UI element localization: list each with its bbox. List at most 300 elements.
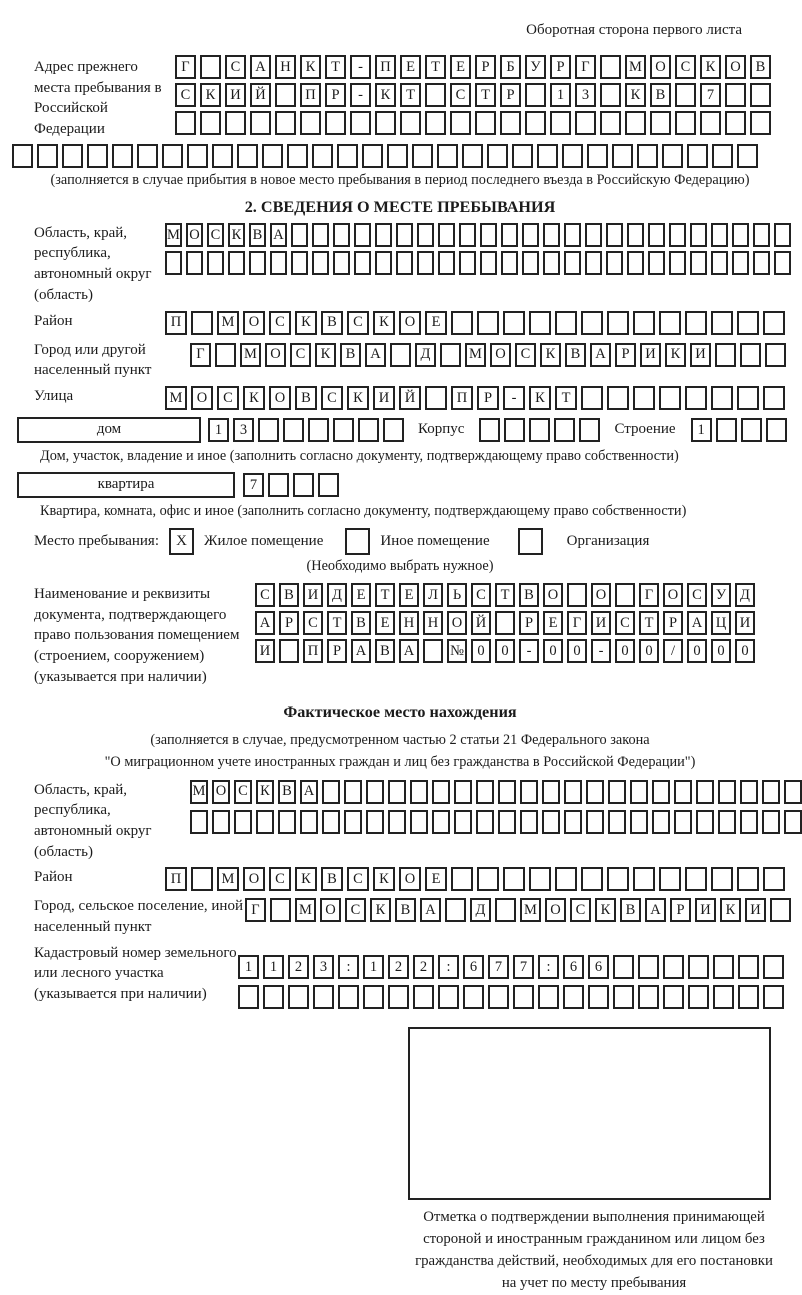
char-cell[interactable] [333, 418, 354, 442]
char-cell[interactable] [388, 985, 409, 1009]
char-cell[interactable]: Р [475, 55, 496, 79]
char-cell[interactable] [417, 251, 434, 275]
char-cell[interactable] [215, 343, 236, 367]
char-cell[interactable] [762, 780, 780, 804]
char-cell[interactable] [375, 111, 396, 135]
char-cell[interactable] [200, 111, 221, 135]
char-cell[interactable]: М [240, 343, 261, 367]
char-cell[interactable] [529, 418, 550, 442]
char-cell[interactable] [774, 223, 791, 247]
char-cell[interactable] [550, 111, 571, 135]
char-cell[interactable]: А [365, 343, 386, 367]
char-cell[interactable] [354, 223, 371, 247]
char-cell[interactable] [633, 867, 655, 891]
char-cell[interactable]: В [321, 311, 343, 335]
char-cell[interactable] [287, 144, 308, 168]
char-cell[interactable]: Н [423, 611, 443, 635]
char-cell[interactable] [498, 780, 516, 804]
char-cell[interactable] [750, 83, 771, 107]
char-cell[interactable]: В [278, 780, 296, 804]
char-cell[interactable]: А [399, 639, 419, 663]
char-cell[interactable] [627, 223, 644, 247]
char-cell[interactable] [732, 251, 749, 275]
char-cell[interactable] [555, 867, 577, 891]
char-cell[interactable] [586, 810, 604, 834]
char-cell[interactable] [279, 639, 299, 663]
char-cell[interactable] [607, 311, 629, 335]
char-cell[interactable]: В [279, 583, 299, 607]
char-cell[interactable]: О [269, 386, 291, 410]
char-cell[interactable]: Т [375, 583, 395, 607]
char-cell[interactable]: О [399, 867, 421, 891]
char-cell[interactable]: С [347, 867, 369, 891]
char-cell[interactable]: Е [450, 55, 471, 79]
char-cell[interactable]: / [663, 639, 683, 663]
char-cell[interactable] [175, 111, 196, 135]
char-cell[interactable] [630, 780, 648, 804]
char-cell[interactable] [740, 780, 758, 804]
char-cell[interactable]: 0 [687, 639, 707, 663]
char-cell[interactable]: К [295, 311, 317, 335]
char-cell[interactable]: Т [325, 55, 346, 79]
char-cell[interactable]: К [540, 343, 561, 367]
char-cell[interactable] [763, 867, 785, 891]
char-cell[interactable] [732, 223, 749, 247]
char-cell[interactable]: Г [245, 898, 266, 922]
char-cell[interactable] [318, 473, 339, 497]
char-cell[interactable]: С [269, 867, 291, 891]
char-cell[interactable] [262, 144, 283, 168]
char-cell[interactable] [249, 251, 266, 275]
char-cell[interactable]: 2 [413, 955, 434, 979]
char-cell[interactable] [62, 144, 83, 168]
char-cell[interactable] [186, 251, 203, 275]
char-cell[interactable]: С [345, 898, 366, 922]
char-cell[interactable]: 1 [208, 418, 229, 442]
char-cell[interactable] [207, 251, 224, 275]
char-cell[interactable] [608, 810, 626, 834]
char-cell[interactable] [498, 810, 516, 834]
char-cell[interactable]: 0 [615, 639, 635, 663]
char-cell[interactable] [388, 780, 406, 804]
char-cell[interactable] [659, 311, 681, 335]
char-cell[interactable]: Т [555, 386, 577, 410]
char-cell[interactable] [725, 83, 746, 107]
char-cell[interactable] [564, 251, 581, 275]
char-cell[interactable] [477, 867, 499, 891]
char-cell[interactable] [270, 251, 287, 275]
char-cell[interactable] [716, 418, 737, 442]
char-cell[interactable] [696, 780, 714, 804]
char-cell[interactable]: Р [325, 83, 346, 107]
char-cell[interactable]: А [255, 611, 275, 635]
char-cell[interactable] [270, 898, 291, 922]
char-cell[interactable]: В [321, 867, 343, 891]
char-cell[interactable] [238, 985, 259, 1009]
char-cell[interactable] [564, 780, 582, 804]
char-cell[interactable] [543, 223, 560, 247]
char-cell[interactable] [685, 386, 707, 410]
char-cell[interactable] [581, 867, 603, 891]
char-cell[interactable]: О [265, 343, 286, 367]
char-cell[interactable]: Е [400, 55, 421, 79]
char-cell[interactable] [432, 810, 450, 834]
char-cell[interactable]: О [186, 223, 203, 247]
char-cell[interactable] [480, 251, 497, 275]
char-cell[interactable] [438, 985, 459, 1009]
char-cell[interactable] [600, 83, 621, 107]
char-cell[interactable] [228, 251, 245, 275]
char-cell[interactable]: С [450, 83, 471, 107]
char-cell[interactable]: И [303, 583, 323, 607]
char-cell[interactable] [633, 311, 655, 335]
char-cell[interactable] [669, 223, 686, 247]
char-cell[interactable]: С [207, 223, 224, 247]
char-cell[interactable]: 7 [243, 473, 264, 497]
char-cell[interactable] [564, 810, 582, 834]
char-cell[interactable] [625, 111, 646, 135]
char-cell[interactable] [454, 780, 472, 804]
char-cell[interactable] [383, 418, 404, 442]
char-cell[interactable] [350, 111, 371, 135]
char-cell[interactable] [585, 223, 602, 247]
char-cell[interactable]: Д [415, 343, 436, 367]
char-cell[interactable] [615, 583, 635, 607]
char-cell[interactable] [322, 810, 340, 834]
char-cell[interactable] [753, 223, 770, 247]
char-cell[interactable] [555, 311, 577, 335]
char-cell[interactable]: М [165, 223, 182, 247]
char-cell[interactable] [87, 144, 108, 168]
char-cell[interactable] [562, 144, 583, 168]
char-cell[interactable] [763, 386, 785, 410]
char-cell[interactable]: С [225, 55, 246, 79]
char-cell[interactable] [451, 311, 473, 335]
char-cell[interactable]: Е [399, 583, 419, 607]
char-cell[interactable] [543, 251, 560, 275]
char-cell[interactable]: А [590, 343, 611, 367]
char-cell[interactable] [600, 111, 621, 135]
char-cell[interactable]: В [249, 223, 266, 247]
char-cell[interactable]: 0 [711, 639, 731, 663]
char-cell[interactable] [600, 55, 621, 79]
char-cell[interactable]: 0 [543, 639, 563, 663]
char-cell[interactable]: О [591, 583, 611, 607]
char-cell[interactable]: Р [663, 611, 683, 635]
char-cell[interactable]: Р [500, 83, 521, 107]
char-cell[interactable]: К [595, 898, 616, 922]
char-cell[interactable]: У [525, 55, 546, 79]
char-cell[interactable]: К [347, 386, 369, 410]
char-cell[interactable] [425, 111, 446, 135]
char-cell[interactable] [400, 111, 421, 135]
char-cell[interactable]: М [217, 311, 239, 335]
char-cell[interactable] [258, 418, 279, 442]
char-cell[interactable] [291, 251, 308, 275]
char-cell[interactable] [725, 111, 746, 135]
checkbox-inoe[interactable] [345, 528, 370, 555]
char-cell[interactable]: 7 [700, 83, 721, 107]
char-cell[interactable]: Й [399, 386, 421, 410]
char-cell[interactable]: С [290, 343, 311, 367]
char-cell[interactable]: С [675, 55, 696, 79]
char-cell[interactable] [581, 311, 603, 335]
char-cell[interactable] [712, 144, 733, 168]
char-cell[interactable] [741, 418, 762, 442]
char-cell[interactable]: П [375, 55, 396, 79]
char-cell[interactable] [500, 111, 521, 135]
char-cell[interactable] [212, 810, 230, 834]
char-cell[interactable] [737, 386, 759, 410]
char-cell[interactable]: К [295, 867, 317, 891]
char-cell[interactable] [607, 386, 629, 410]
char-cell[interactable] [337, 144, 358, 168]
char-cell[interactable] [713, 985, 734, 1009]
char-cell[interactable]: В [340, 343, 361, 367]
char-cell[interactable]: С [471, 583, 491, 607]
char-cell[interactable]: А [300, 780, 318, 804]
char-cell[interactable] [750, 111, 771, 135]
char-cell[interactable] [268, 473, 289, 497]
char-cell[interactable] [765, 343, 786, 367]
char-cell[interactable] [463, 985, 484, 1009]
char-cell[interactable]: Р [670, 898, 691, 922]
char-cell[interactable]: О [447, 611, 467, 635]
char-cell[interactable] [459, 223, 476, 247]
char-cell[interactable] [575, 111, 596, 135]
char-cell[interactable]: Е [543, 611, 563, 635]
char-cell[interactable] [663, 985, 684, 1009]
char-cell[interactable]: : [338, 955, 359, 979]
char-cell[interactable] [275, 83, 296, 107]
char-cell[interactable]: 6 [588, 955, 609, 979]
char-cell[interactable]: О [725, 55, 746, 79]
char-cell[interactable]: Т [425, 55, 446, 79]
char-cell[interactable] [538, 985, 559, 1009]
char-cell[interactable] [137, 144, 158, 168]
char-cell[interactable] [633, 386, 655, 410]
char-cell[interactable]: Р [279, 611, 299, 635]
char-cell[interactable]: Р [615, 343, 636, 367]
char-cell[interactable]: И [225, 83, 246, 107]
char-cell[interactable] [542, 810, 560, 834]
char-cell[interactable]: О [543, 583, 563, 607]
char-cell[interactable] [413, 985, 434, 1009]
char-cell[interactable] [459, 251, 476, 275]
char-cell[interactable]: 0 [639, 639, 659, 663]
char-cell[interactable]: Н [399, 611, 419, 635]
char-cell[interactable] [375, 223, 392, 247]
char-cell[interactable]: И [690, 343, 711, 367]
char-cell[interactable] [738, 955, 759, 979]
char-cell[interactable] [669, 251, 686, 275]
char-cell[interactable] [396, 223, 413, 247]
char-cell[interactable] [313, 985, 334, 1009]
char-cell[interactable]: О [545, 898, 566, 922]
char-cell[interactable]: Н [275, 55, 296, 79]
char-cell[interactable] [375, 251, 392, 275]
char-cell[interactable]: 7 [513, 955, 534, 979]
char-cell[interactable] [250, 111, 271, 135]
char-cell[interactable] [608, 780, 626, 804]
char-cell[interactable]: Т [639, 611, 659, 635]
char-cell[interactable]: С [269, 311, 291, 335]
char-cell[interactable]: 0 [735, 639, 755, 663]
char-cell[interactable] [663, 955, 684, 979]
char-cell[interactable] [659, 386, 681, 410]
char-cell[interactable]: О [243, 867, 265, 891]
char-cell[interactable] [586, 780, 604, 804]
char-cell[interactable] [190, 810, 208, 834]
char-cell[interactable]: Й [471, 611, 491, 635]
char-cell[interactable] [770, 898, 791, 922]
char-cell[interactable] [567, 583, 587, 607]
char-cell[interactable]: О [212, 780, 230, 804]
char-cell[interactable] [291, 223, 308, 247]
char-cell[interactable] [652, 780, 670, 804]
char-cell[interactable] [579, 418, 600, 442]
char-cell[interactable] [12, 144, 33, 168]
char-cell[interactable] [685, 311, 707, 335]
char-cell[interactable]: К [529, 386, 551, 410]
char-cell[interactable] [354, 251, 371, 275]
char-cell[interactable]: Г [639, 583, 659, 607]
char-cell[interactable]: В [351, 611, 371, 635]
char-cell[interactable] [659, 867, 681, 891]
char-cell[interactable] [529, 311, 551, 335]
char-cell[interactable]: Е [425, 867, 447, 891]
char-cell[interactable]: Ь [447, 583, 467, 607]
char-cell[interactable] [711, 867, 733, 891]
char-cell[interactable] [37, 144, 58, 168]
char-cell[interactable] [165, 251, 182, 275]
char-cell[interactable]: О [243, 311, 265, 335]
char-cell[interactable] [454, 810, 472, 834]
char-cell[interactable]: Е [351, 583, 371, 607]
char-cell[interactable]: И [745, 898, 766, 922]
char-cell[interactable] [542, 780, 560, 804]
char-cell[interactable]: К [375, 83, 396, 107]
char-cell[interactable] [674, 780, 692, 804]
char-cell[interactable] [300, 111, 321, 135]
char-cell[interactable]: М [190, 780, 208, 804]
char-cell[interactable]: К [370, 898, 391, 922]
char-cell[interactable]: Т [400, 83, 421, 107]
char-cell[interactable] [662, 144, 683, 168]
char-cell[interactable] [363, 985, 384, 1009]
char-cell[interactable] [737, 867, 759, 891]
char-cell[interactable] [718, 810, 736, 834]
char-cell[interactable]: В [650, 83, 671, 107]
char-cell[interactable] [322, 780, 340, 804]
char-cell[interactable] [675, 83, 696, 107]
char-cell[interactable]: К [625, 83, 646, 107]
char-cell[interactable] [520, 780, 538, 804]
char-cell[interactable] [763, 955, 784, 979]
char-cell[interactable]: И [695, 898, 716, 922]
char-cell[interactable] [387, 144, 408, 168]
char-cell[interactable]: М [625, 55, 646, 79]
char-cell[interactable]: Г [175, 55, 196, 79]
char-cell[interactable] [480, 223, 497, 247]
char-cell[interactable] [234, 810, 252, 834]
char-cell[interactable]: 2 [288, 955, 309, 979]
char-cell[interactable] [432, 780, 450, 804]
char-cell[interactable] [630, 810, 648, 834]
char-cell[interactable]: - [350, 55, 371, 79]
char-cell[interactable]: Р [477, 386, 499, 410]
char-cell[interactable] [784, 780, 802, 804]
char-cell[interactable] [440, 343, 461, 367]
char-cell[interactable]: Б [500, 55, 521, 79]
char-cell[interactable]: 1 [691, 418, 712, 442]
checkbox-organizaciya[interactable] [518, 528, 543, 555]
char-cell[interactable]: : [538, 955, 559, 979]
char-cell[interactable] [700, 111, 721, 135]
char-cell[interactable] [263, 985, 284, 1009]
char-cell[interactable] [288, 985, 309, 1009]
char-cell[interactable] [513, 985, 534, 1009]
char-cell[interactable] [300, 810, 318, 834]
char-cell[interactable]: В [750, 55, 771, 79]
char-cell[interactable] [674, 810, 692, 834]
char-cell[interactable] [606, 223, 623, 247]
char-cell[interactable]: С [303, 611, 323, 635]
char-cell[interactable]: М [165, 386, 187, 410]
char-cell[interactable]: 0 [495, 639, 515, 663]
char-cell[interactable]: М [520, 898, 541, 922]
char-cell[interactable]: Р [327, 639, 347, 663]
char-cell[interactable]: М [217, 867, 239, 891]
char-cell[interactable]: 2 [388, 955, 409, 979]
char-cell[interactable] [278, 810, 296, 834]
char-cell[interactable]: М [465, 343, 486, 367]
char-cell[interactable]: С [234, 780, 252, 804]
char-cell[interactable]: Т [495, 583, 515, 607]
char-cell[interactable] [344, 780, 362, 804]
char-cell[interactable]: - [519, 639, 539, 663]
char-cell[interactable] [410, 780, 428, 804]
char-cell[interactable] [613, 985, 634, 1009]
char-cell[interactable] [412, 144, 433, 168]
char-cell[interactable]: К [300, 55, 321, 79]
char-cell[interactable] [713, 955, 734, 979]
char-cell[interactable] [476, 780, 494, 804]
char-cell[interactable]: К [256, 780, 274, 804]
char-cell[interactable]: К [373, 867, 395, 891]
char-cell[interactable] [417, 223, 434, 247]
char-cell[interactable]: 3 [575, 83, 596, 107]
char-cell[interactable] [283, 418, 304, 442]
char-cell[interactable]: И [373, 386, 395, 410]
char-cell[interactable] [529, 867, 551, 891]
char-cell[interactable]: В [295, 386, 317, 410]
char-cell[interactable] [685, 867, 707, 891]
char-cell[interactable]: - [503, 386, 525, 410]
char-cell[interactable]: К [315, 343, 336, 367]
char-cell[interactable]: Й [250, 83, 271, 107]
char-cell[interactable]: А [645, 898, 666, 922]
char-cell[interactable] [607, 867, 629, 891]
char-cell[interactable] [388, 810, 406, 834]
char-cell[interactable] [312, 144, 333, 168]
char-cell[interactable]: 6 [463, 955, 484, 979]
char-cell[interactable] [362, 144, 383, 168]
char-cell[interactable] [564, 223, 581, 247]
char-cell[interactable] [688, 955, 709, 979]
char-cell[interactable] [563, 985, 584, 1009]
char-cell[interactable] [358, 418, 379, 442]
